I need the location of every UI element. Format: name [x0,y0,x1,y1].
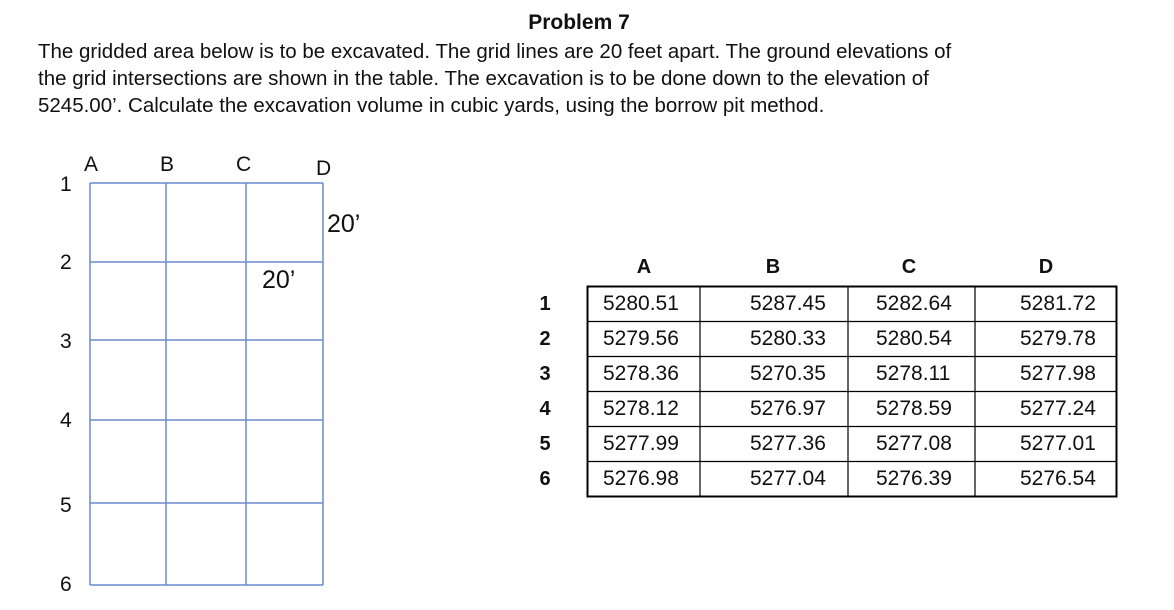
table-cell: 5278.36 [603,362,679,385]
grid-row-label-4: 4 [60,409,72,432]
table-row-label-5: 5 [539,433,551,455]
grid-column-label-c: C [236,153,252,176]
grid-spacing-label-vertical: 20’ [327,210,361,238]
table-cell: 5280.54 [876,327,952,350]
table-cell: 5276.97 [750,397,826,420]
table-header-a: A [636,256,652,278]
grid-row-label-1: 1 [60,173,72,196]
table-cell: 5277.36 [750,432,826,455]
table-cell: 5276.39 [876,467,952,490]
table-cell: 5278.59 [876,397,952,420]
table-row-label-1: 1 [539,293,551,315]
grid-row-label-2: 2 [60,251,72,274]
table-cell: 5280.51 [603,292,679,315]
table-cell: 5278.12 [603,397,679,420]
grid-column-label-b: B [160,153,175,176]
table-row-label-4: 4 [539,398,551,420]
table-header-b: B [765,256,781,278]
grid-row-label-5: 5 [60,494,72,517]
table-row-label-2: 2 [539,328,551,350]
table-cell: 5280.33 [750,327,826,350]
table-cell: 5281.72 [1020,292,1096,315]
table-cell: 5282.64 [876,292,952,315]
grid-row-label-6: 6 [60,573,72,596]
table-cell: 5279.78 [1020,327,1096,350]
grid-column-label-a: A [84,153,99,176]
table-cell: 5277.99 [603,432,679,455]
table-cell: 5287.45 [750,292,826,315]
table-header-c: C [901,256,917,278]
grid-spacing-label-horizontal: 20’ [262,266,296,294]
table-cell: 5276.98 [603,467,679,490]
table-cell: 5277.98 [1020,362,1096,385]
table-cell: 5270.35 [750,362,826,385]
table-cell: 5279.56 [603,327,679,350]
table-cell: 5277.01 [1020,432,1096,455]
table-cell: 5277.04 [750,467,826,490]
problem-title: Problem 7 [528,11,630,34]
statement-line-1: The gridded area below is to be excavated. The grid lines are 20 feet apart. The ground elevations of [38,40,952,63]
table-header-d: D [1038,256,1054,278]
table-row-label-6: 6 [539,468,551,490]
statement-line-2: the grid intersections are shown in the table. The excavation is to be done down to the elevation of [38,67,929,90]
table-cell: 5278.11 [876,362,951,385]
table-cell: 5277.08 [876,432,952,455]
grid-row-label-3: 3 [60,330,72,353]
table-row-label-3: 3 [539,363,551,385]
table-cell: 5277.24 [1020,397,1096,420]
statement-line-3: 5245.00’. Calculate the excavation volume in cubic yards, using the borrow pit method. [38,94,825,117]
table-cell: 5276.54 [1020,467,1096,490]
grid-column-label-d: D [316,157,332,180]
